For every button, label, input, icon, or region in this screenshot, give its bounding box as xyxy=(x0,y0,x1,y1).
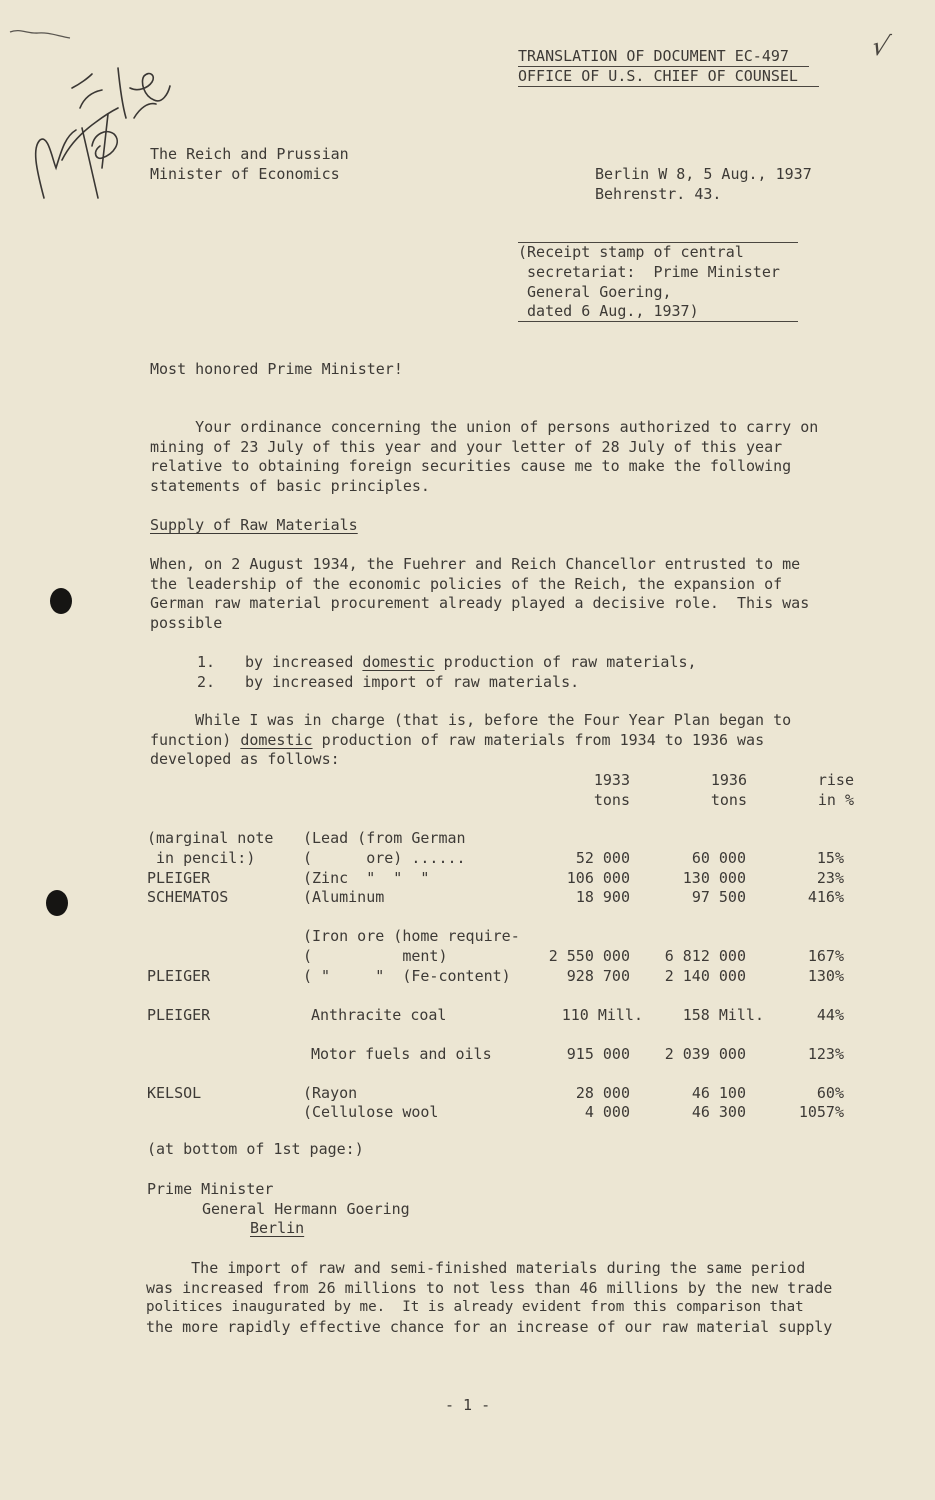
table-row-rayon-1933: 28 000 xyxy=(575,1084,630,1102)
table-row-anthracite-item: Anthracite coal xyxy=(311,1006,447,1024)
paragraph-2-line-4: possible xyxy=(150,614,223,632)
street-address: Behrenstr. 43. xyxy=(595,185,722,203)
punch-hole-top xyxy=(50,588,72,614)
paragraph-1-line-4: statements of basic principles. xyxy=(150,477,430,495)
marginal-note-line-2: in pencil:) xyxy=(147,849,256,867)
paragraph-3-line-2-post: production of raw materials from 1934 to 1936 was xyxy=(312,731,765,749)
table-row-cellulose-rise: 1057% xyxy=(798,1103,844,1121)
table-header-1933: 1933 xyxy=(593,771,630,789)
office-title: OFFICE OF U.S. CHIEF OF COUNSEL xyxy=(518,67,798,85)
table-row-aluminum-1936: 97 500 xyxy=(691,888,746,906)
table-row-aluminum-item: (Aluminum xyxy=(303,888,385,906)
table-row-motor-fuels-1933: 915 000 xyxy=(566,1045,630,1063)
table-header-in-pct: in % xyxy=(817,791,854,809)
salutation: Most honored Prime Minister! xyxy=(150,360,403,378)
pencil-mark-icon xyxy=(8,24,88,44)
table-row-fe-content-1936: 2 140 000 xyxy=(664,967,746,985)
table-header-1936: 1936 xyxy=(710,771,747,789)
table-row-motor-fuels-rise: 123% xyxy=(807,1045,844,1063)
table-row-rayon-rise: 60% xyxy=(816,1084,844,1102)
table-row-cellulose-1936: 46 300 xyxy=(691,1103,746,1121)
table-header-tons-1933: tons xyxy=(593,791,630,809)
table-row-anthracite-name: PLEIGER xyxy=(147,1006,211,1024)
paragraph-1-line-3: relative to obtaining foreign securities cause me to make the following xyxy=(150,457,792,475)
paragraph-2-line-1: When, on 2 August 1934, the Fuehrer and Reich Chancellor entrusted to me xyxy=(150,555,801,573)
marginal-note-line-1: (marginal note xyxy=(147,829,274,847)
table-row-rayon-name: KELSOL xyxy=(147,1084,202,1102)
table-row-lead-1933: 52 000 xyxy=(575,849,630,867)
table-row-zinc-1936: 130 000 xyxy=(682,869,746,887)
table-header-tons-1936: tons xyxy=(710,791,747,809)
table-row-lead-item-2: ( ore) ...... xyxy=(303,849,466,867)
addressee-line-1: Prime Minister xyxy=(147,1180,274,1198)
paragraph-3-line-3: developed as follows: xyxy=(150,750,340,768)
section-heading: Supply of Raw Materials xyxy=(150,516,358,534)
list-item-1-pre: by increased xyxy=(245,653,363,671)
table-row-fe-content-item: ( " " (Fe-content) xyxy=(303,967,511,985)
table-row-anthracite-1936: 158 Mill. xyxy=(682,1006,764,1024)
receipt-stamp-line-3: General Goering, xyxy=(518,283,672,301)
table-row-fe-content-name: PLEIGER xyxy=(147,967,211,985)
table-row-aluminum-1933: 18 900 xyxy=(575,888,630,906)
paragraph-4-line-1: The import of raw and semi-finished materials during the same period xyxy=(146,1259,806,1277)
table-row-cellulose-item: (Cellulose wool xyxy=(303,1103,439,1121)
punch-hole-bottom xyxy=(46,890,68,916)
list-item-2: by increased import of raw materials. xyxy=(245,673,580,691)
paragraph-3-line-2 xyxy=(150,731,764,751)
table-row-lead-item-1: (Lead (from German xyxy=(303,829,466,847)
table-row-iron-ore-item-2: ( ment) xyxy=(303,947,448,965)
table-row-zinc-1933: 106 000 xyxy=(566,869,630,887)
sender-line-1: The Reich and Prussian xyxy=(150,145,349,163)
table-header-rise: rise xyxy=(817,771,854,789)
receipt-stamp-line-2: secretariat: Prime Minister xyxy=(518,263,780,281)
receipt-stamp-line-1: (Receipt stamp of central xyxy=(518,243,744,261)
list-item-1-number: 1. xyxy=(197,653,216,671)
paragraph-4-line-3: politices inaugurated by me. It is already evident from this comparison that xyxy=(146,1299,804,1315)
table-row-zinc-item: (Zinc " " " xyxy=(303,869,430,887)
table-row-iron-ore-rise: 167% xyxy=(807,947,844,965)
table-row-anthracite-1933: 110 Mill. xyxy=(561,1006,643,1024)
sender-line-2: Minister of Economics xyxy=(150,165,340,183)
paragraph-4-line-2: was increased from 26 millions to not less than 46 millions by the new trade xyxy=(146,1279,833,1297)
list-item-2-number: 2. xyxy=(197,673,216,691)
table-row-rayon-item: (Rayon xyxy=(303,1084,358,1102)
place-date: Berlin W 8, 5 Aug., 1937 xyxy=(595,165,812,183)
table-row-cellulose-1933: 4 000 xyxy=(584,1103,630,1121)
check-mark: √ xyxy=(868,32,893,62)
list-item-1-post: production of raw materials, xyxy=(434,653,697,671)
table-row-aluminum-name: SCHEMATOS xyxy=(147,888,229,906)
list-item-1-underlined: domestic xyxy=(362,653,435,671)
receipt-stamp-line-4: dated 6 Aug., 1937) xyxy=(518,302,699,320)
translation-title: TRANSLATION OF DOCUMENT EC-497 xyxy=(518,47,789,65)
paragraph-2-line-3: German raw material procurement already played a decisive role. This was xyxy=(150,594,810,612)
table-row-lead-1936: 60 000 xyxy=(691,849,746,867)
table-row-lead-rise: 15% xyxy=(816,849,844,867)
table-row-fe-content-rise: 130% xyxy=(807,967,844,985)
table-row-anthracite-rise: 44% xyxy=(816,1006,844,1024)
handwritten-initials-signature xyxy=(22,48,192,218)
table-row-fe-content-1933: 928 700 xyxy=(566,967,630,985)
table-row-zinc-rise: 23% xyxy=(816,869,844,887)
paragraph-1-line-2: mining of 23 July of this year and your letter of 28 July of this year xyxy=(150,438,783,456)
paragraph-1-line-1: Your ordinance concerning the union of persons authorized to carry on xyxy=(150,418,819,436)
table-row-iron-ore-1933: 2 550 000 xyxy=(548,947,630,965)
stamp-bottom-rule xyxy=(518,321,798,322)
table-row-aluminum-rise: 416% xyxy=(807,888,844,906)
table-row-iron-ore-1936: 6 812 000 xyxy=(664,947,746,965)
paragraph-3-underlined: domestic xyxy=(240,731,313,749)
table-row-iron-ore-item-1: (Iron ore (home require- xyxy=(303,927,520,945)
paragraph-2-line-2: the leadership of the economic policies of the Reich, the expansion of xyxy=(150,575,783,593)
addressee-line-2: General Hermann Goering xyxy=(202,1200,410,1218)
table-row-rayon-1936: 46 100 xyxy=(691,1084,746,1102)
table-row-zinc-name: PLEIGER xyxy=(147,869,211,887)
table-row-motor-fuels-item: Motor fuels and oils xyxy=(311,1045,492,1063)
page-number: - 1 - xyxy=(445,1396,491,1414)
header-underline-2 xyxy=(518,86,819,87)
list-item-1 xyxy=(245,653,697,673)
table-row-motor-fuels-1936: 2 039 000 xyxy=(664,1045,746,1063)
paragraph-3-line-2-pre: function) xyxy=(150,731,241,749)
paragraph-3-line-1: While I was in charge (that is, before the Four Year Plan began to xyxy=(150,711,792,729)
paragraph-4-line-4: the more rapidly effective chance for an increase of our raw material supply xyxy=(146,1318,833,1336)
addressee-line-3: Berlin xyxy=(250,1219,305,1237)
bottom-note: (at bottom of 1st page:) xyxy=(147,1140,364,1158)
